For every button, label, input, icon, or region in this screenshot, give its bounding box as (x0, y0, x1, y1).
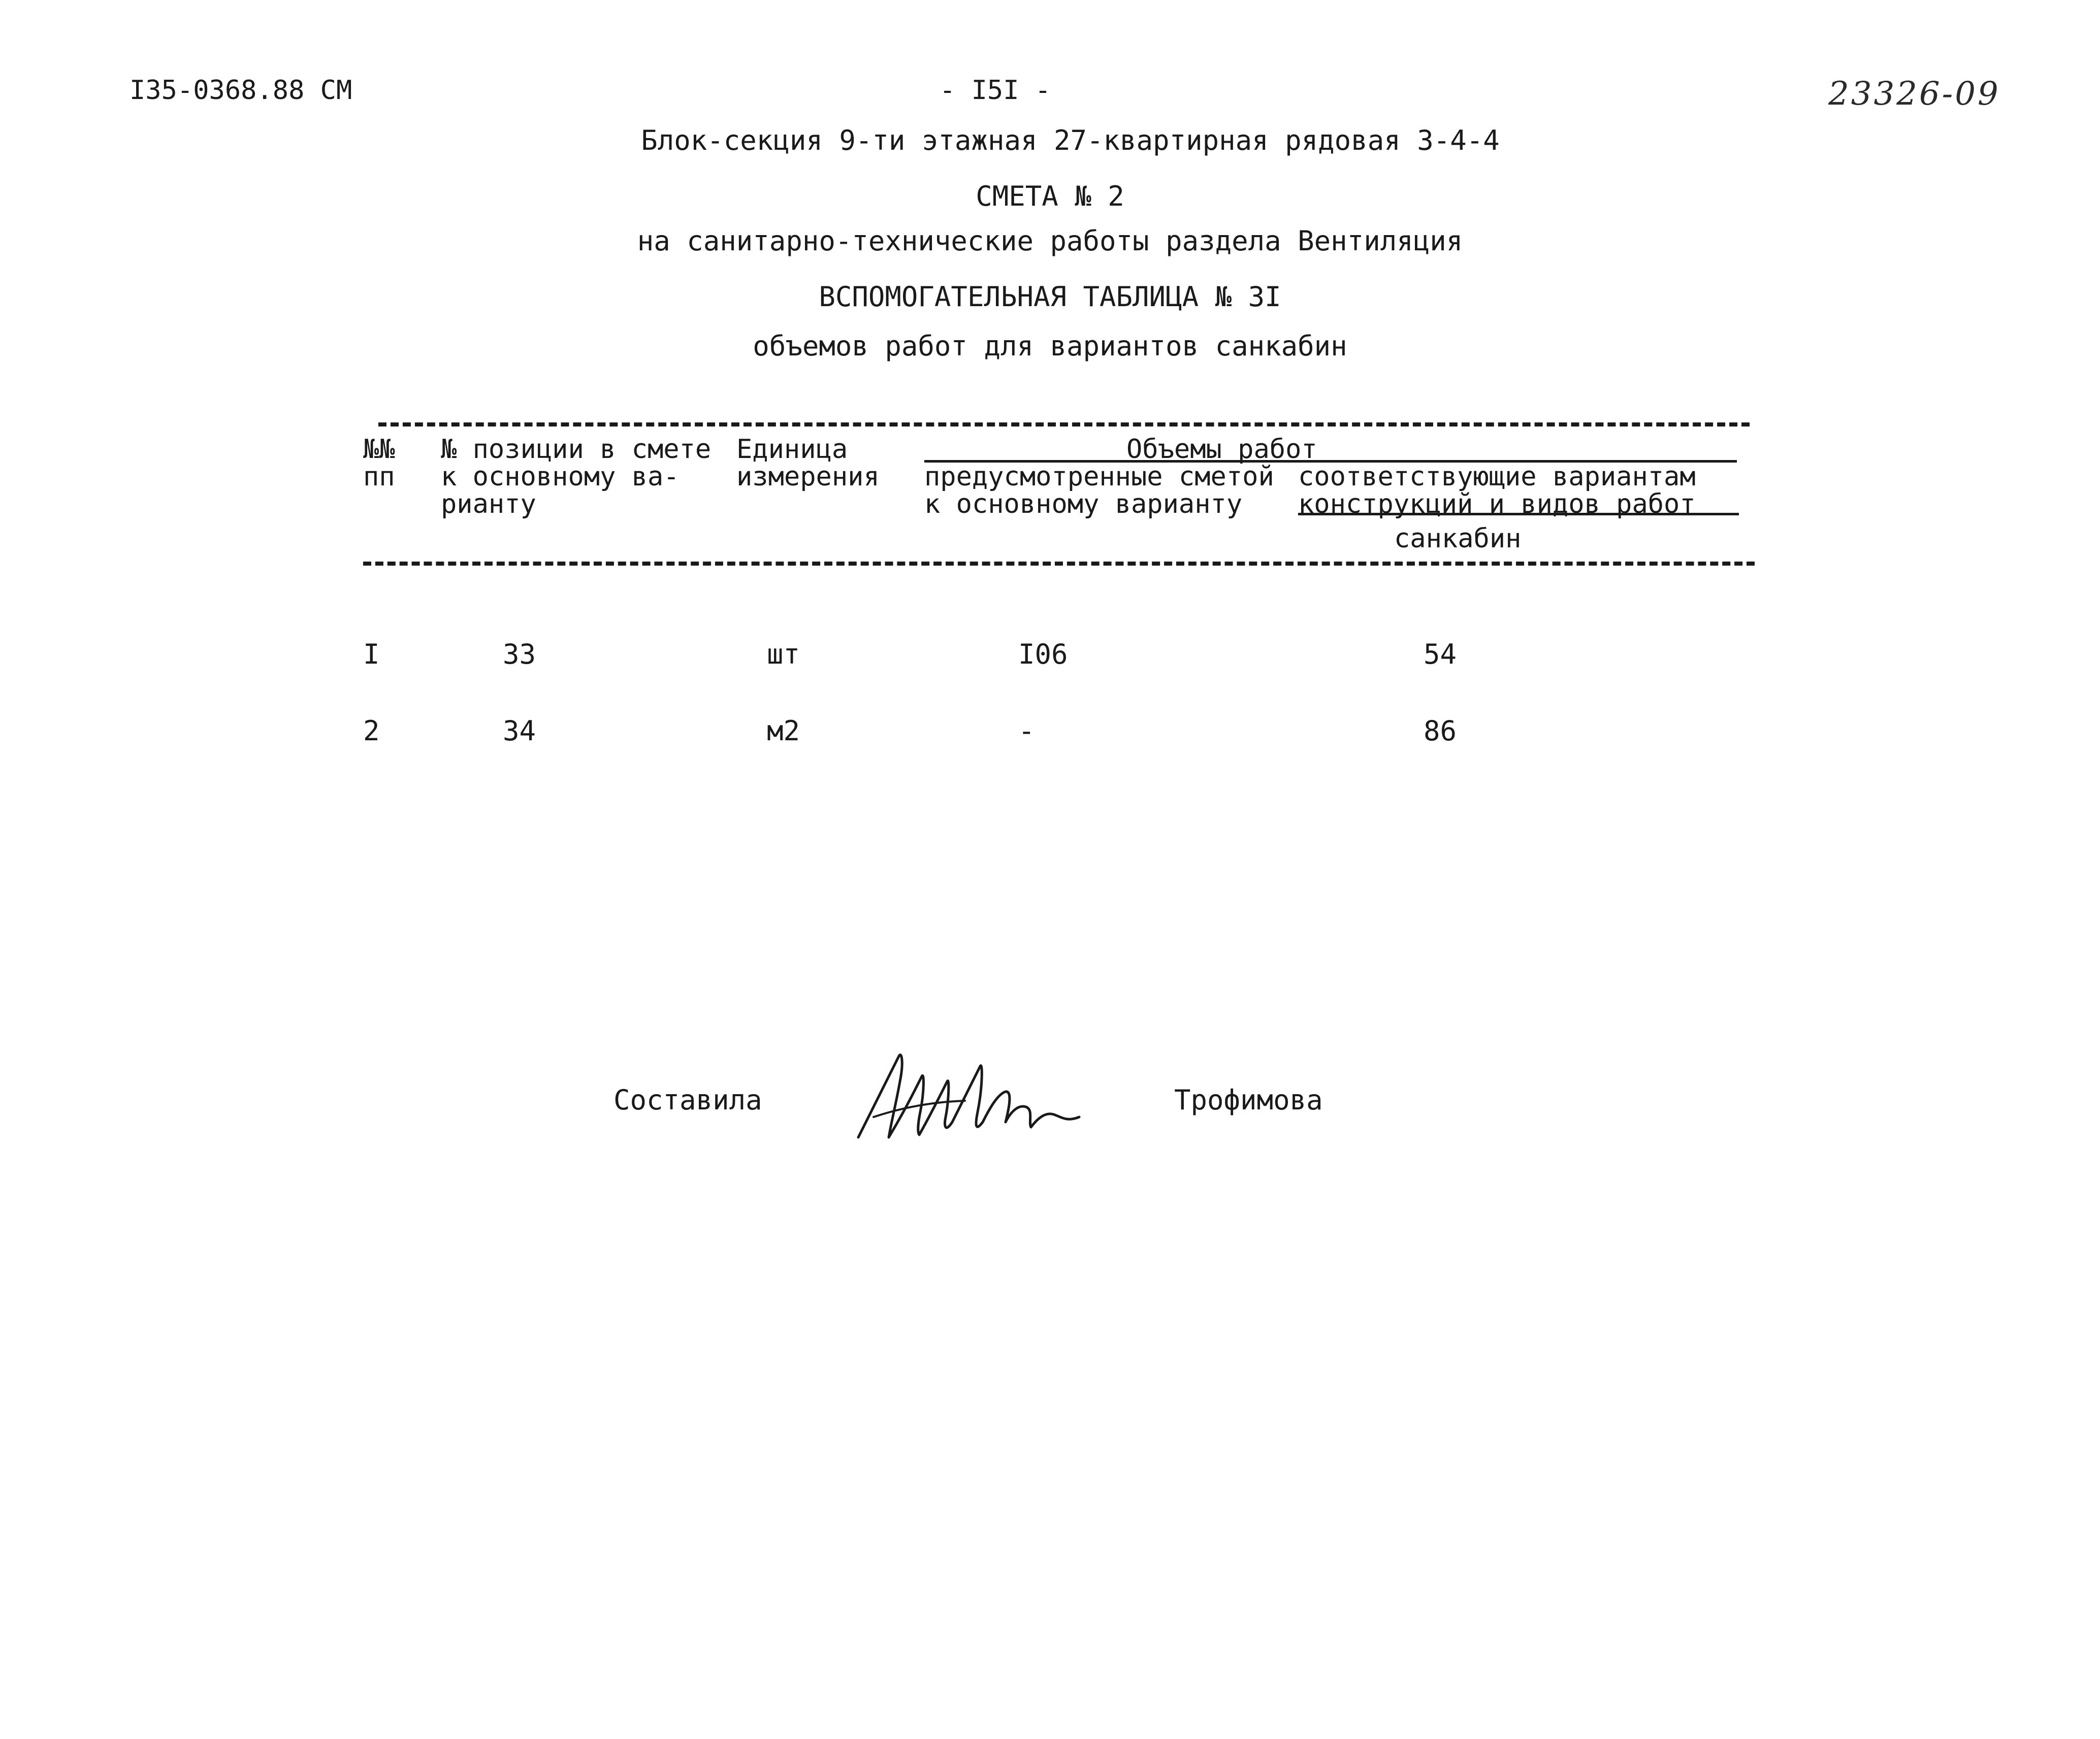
inventory-note: 23326-09 (1828, 75, 2000, 113)
table-header-bottom-rule (363, 562, 1755, 566)
row-cabins-volume: 86 (1424, 715, 1457, 747)
column-header-unit: Единица измерения (736, 434, 880, 492)
column-header-position: № позиции в смете к основному ва- рианту (441, 434, 712, 519)
row-base-volume: I06 (1018, 638, 1068, 670)
title-works: на санитарно-технические работы раздела Вентиляция (637, 225, 1463, 257)
column-header-base-variant: предусмотренные сметой к основному варианту (924, 462, 1274, 519)
title-estimate: СМЕТА № 2 (976, 180, 1124, 212)
table-top-rule (378, 422, 1750, 426)
row-number: I (363, 638, 380, 670)
column-header-volumes: Объемы работ (1126, 434, 1317, 465)
title-aux-table: ВСПОМОГАТЕЛЬНАЯ ТАБЛИЦА № 3I (819, 281, 1281, 313)
page-number: - I5I - (940, 75, 1051, 106)
row-number: 2 (363, 715, 380, 747)
row-position: 34 (503, 715, 536, 747)
row-unit: шт (767, 638, 800, 670)
row-position: 33 (503, 638, 536, 670)
column-header-cabins: санкабин (1394, 523, 1522, 554)
row-cabins-volume: 54 (1424, 638, 1457, 670)
title-volumes: объемов работ для вариантов санкабин (753, 330, 1347, 362)
document-code: I35-0368.88 СМ (130, 75, 352, 106)
row-base-volume: - (1018, 715, 1035, 747)
column-header-variants: соответствующие вариантам конструкций и видов работ (1298, 462, 1696, 519)
signer-name: Трофимова (1174, 1084, 1323, 1116)
signature-label: Составила (613, 1084, 762, 1116)
handwritten-signature (853, 1046, 1087, 1147)
column-header-number: №№ пп (363, 434, 395, 492)
row-unit: м2 (767, 715, 800, 747)
title-block-section: Блок-секция 9-ти этажная 27-квартирная рядовая 3-4-4 (641, 124, 1500, 156)
